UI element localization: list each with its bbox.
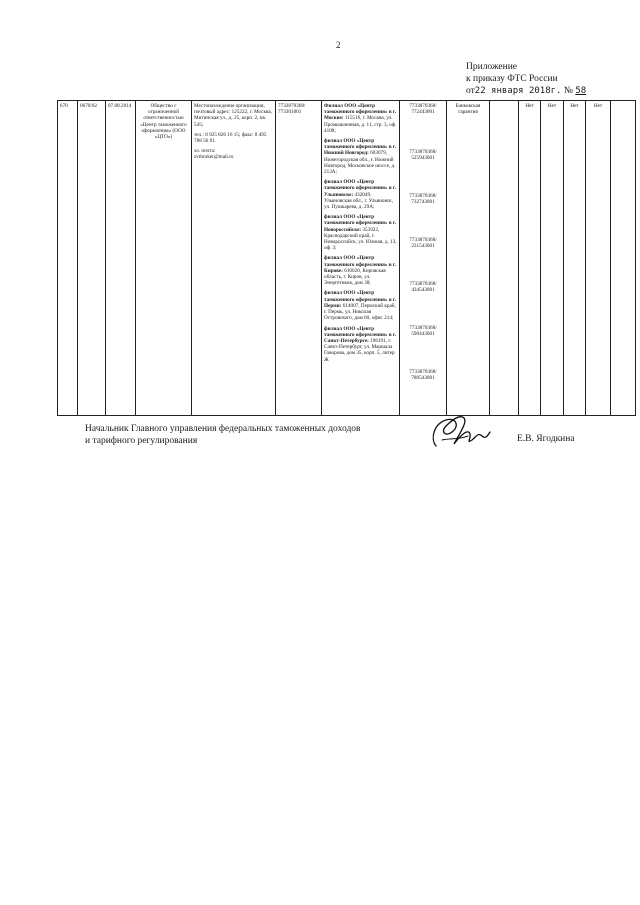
appendix-number: 58	[575, 86, 587, 96]
phones-text: тел.: 8 925 826 16 15; факс: 8 495 788 56 01.	[194, 131, 267, 145]
branch-item: филиал ООО «Центр таможенного оформления» в г. Санкт-Петербурге: 196191, г. Санкт-Петербург, ул. Маршала Говорова, дом 35, корп. 5, литер Ж	[324, 325, 396, 363]
branch-inn: 7733870368/ 434543001	[409, 281, 437, 294]
branch-item: филиал ООО «Центр таможенного оформления» в г. Кирове: 610020, Кировская область, г. Киров, ул. Энергетиков, дом 38;	[324, 255, 396, 287]
signer-name: Е.В. Ягодкина	[517, 434, 575, 444]
cell-inn: 7733870368/ 773301001	[276, 101, 322, 416]
branch-item: Филиал ООО «Центр таможенного оформления» в г. Москве: 115516, г. Москва, ул. Промышленная, д. 11, стр. 3, оф. 4108;	[324, 103, 397, 134]
footer-line-1: Начальник Главного управления федеральных таможенных доходов	[85, 424, 361, 434]
appendix-title: Приложение	[466, 62, 517, 72]
branch-inn: 7733870368/ 780543001	[409, 369, 437, 382]
cell-empty	[490, 101, 519, 416]
location-text: Местонахождение организации, почтовый адрес: 125222, г. Москва, Митинская ул., д. 25, корп. 2, кв. 545;	[194, 103, 272, 128]
appendix-date-line	[466, 85, 586, 97]
branch-item: филиал ООО «Центр таможенного оформления» в г. Перми: 614007, Пермский край, г. Пермь, ул. Николая Островского, дом 60, офис 214;	[324, 290, 396, 322]
cell-date: 07.08.2014	[106, 101, 136, 416]
cell-empty	[611, 101, 636, 416]
cell-number: 670	[58, 101, 78, 416]
branch-inn: 7733870368/ 231543001	[409, 237, 437, 250]
appendix-date: 22 января 2018г.	[474, 86, 562, 96]
cell-flag: Нет	[541, 101, 564, 416]
branch-inn: 7733870368/ 732743001	[409, 193, 437, 206]
cell-guarantee: Банковская гарантия	[447, 101, 490, 416]
cell-branch-inns	[400, 101, 447, 416]
appendix-prefix: от	[466, 86, 475, 96]
cell-location	[192, 101, 276, 416]
branch-item: филиал ООО «Центр таможенного оформления» в г. Ульяновске: 432049, Ульяновская обл., г. Ульяновск, ул. Пушкарева, д. 29А;	[324, 179, 396, 211]
appendix-order: к приказу ФТС России	[466, 74, 558, 84]
cell-reg-number: 0670/02	[78, 101, 106, 416]
branch-inn: 7733870368/ 525943001	[409, 149, 437, 162]
table-row	[58, 101, 636, 416]
cell-flag: Нет	[586, 101, 611, 416]
branch-inn: 7733870368/ 590443001	[409, 325, 437, 338]
email-label: эл. почта:	[194, 148, 216, 155]
cell-flag: Нет	[564, 101, 586, 416]
appendix-header	[466, 61, 586, 97]
footer-position	[85, 423, 361, 447]
signature-icon	[424, 410, 494, 456]
branch-item: филиал ООО «Центр таможенного оформления» в г. Нижний Новгород: 603079, Нижегородская обл., г. Нижний Новгород, Московское шоссе, д. 213А;	[324, 138, 396, 176]
registry-table	[57, 100, 636, 416]
cell-flag: Нет	[519, 101, 541, 416]
footer-line-2: и тарифного регулирования	[85, 436, 198, 446]
appendix-number-label: №	[563, 86, 573, 96]
branch-inn: 7733870368/ 772443001	[409, 103, 437, 116]
email-text: zvtbroker@mail.ru	[194, 154, 234, 161]
cell-name: Общество с ограниченной ответственностью «Центр таможенного оформления» (ООО «ЦТО»)	[136, 101, 192, 416]
page-number: 2	[336, 40, 341, 50]
branch-item: филиал ООО «Центр таможенного оформления» в г. Новороссийске: 353922, Краснодарский край, г. Новороссийск, ул. Южная, д. 13, оф. 3;	[324, 214, 397, 252]
cell-branches	[322, 101, 400, 416]
